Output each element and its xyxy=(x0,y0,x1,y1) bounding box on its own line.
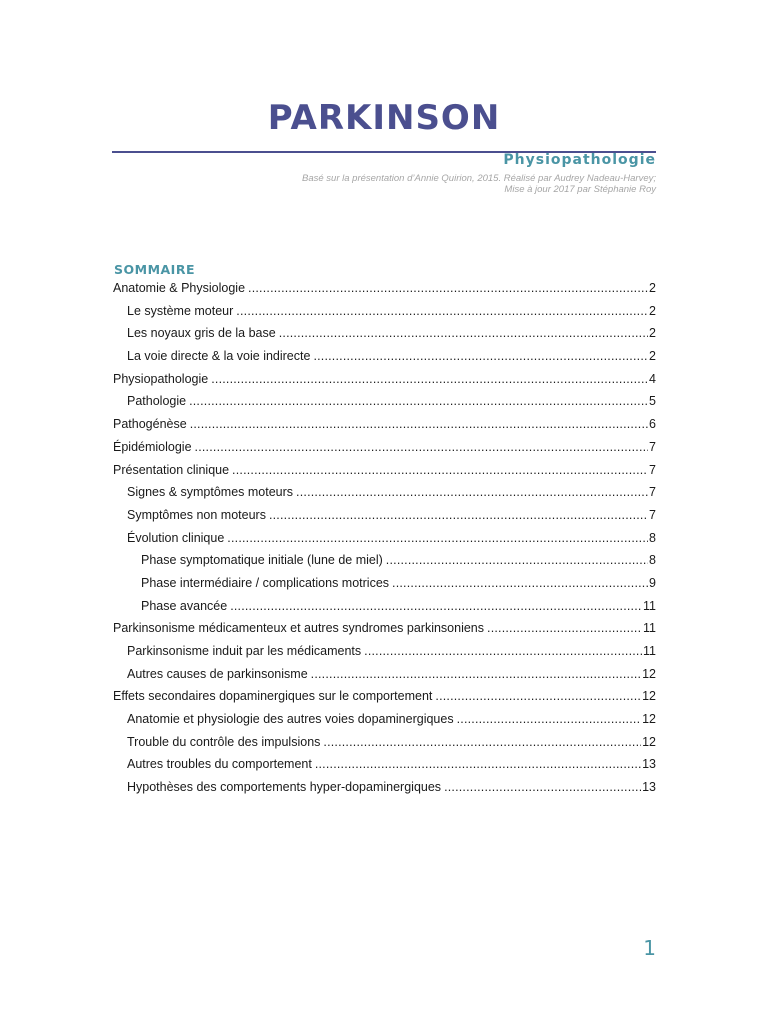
toc-entry-page: 12 xyxy=(642,712,656,727)
toc-entry-label: Symptômes non moteurs xyxy=(127,507,266,522)
toc-leader-dots xyxy=(227,531,648,545)
toc-entry-page: 13 xyxy=(642,757,656,772)
toc-entry-page: 12 xyxy=(642,689,656,704)
toc-leader-dots xyxy=(457,712,642,726)
document-title: PARKINSON xyxy=(267,98,501,138)
toc-entry[interactable] xyxy=(113,599,656,622)
toc-leader-dots xyxy=(435,689,641,703)
toc-entry[interactable] xyxy=(113,531,656,554)
toc-entry-label: Pathologie xyxy=(127,394,187,409)
toc-entry[interactable] xyxy=(113,349,656,372)
table-of-contents xyxy=(113,281,656,803)
page-number: 1 xyxy=(643,936,656,960)
toc-entry[interactable] xyxy=(113,757,656,780)
toc-entry[interactable] xyxy=(113,689,656,712)
toc-entry-page: 11 xyxy=(643,621,656,636)
toc-entry-page: 9 xyxy=(649,575,656,590)
toc-entry[interactable] xyxy=(113,780,656,803)
toc-entry-label: Autres causes de parkinsonisme xyxy=(127,666,308,681)
toc-leader-dots xyxy=(315,757,641,771)
toc-entry-label: Parkinsonisme induit par les médicaments xyxy=(127,644,362,658)
toc-entry-label: Pathogénèse xyxy=(113,417,187,432)
toc-heading: SOMMAIRE xyxy=(114,262,195,277)
toc-entry-label: Anatomie & Physiologie xyxy=(113,281,246,295)
toc-leader-dots xyxy=(386,553,648,567)
toc-entry-label: Effets secondaires dopaminergiques sur le comportement xyxy=(113,689,433,704)
toc-leader-dots xyxy=(313,349,648,363)
toc-entry-page: 2 xyxy=(649,349,656,364)
toc-entry[interactable] xyxy=(113,712,656,735)
credits-line-1: Basé sur la présentation d’Annie Quirion, 2015. Réalisé par Audrey Nadeau-Harvey; xyxy=(302,173,656,184)
toc-entry-page: 7 xyxy=(649,439,656,454)
toc-entry[interactable] xyxy=(113,281,656,304)
toc-entry[interactable] xyxy=(113,440,656,463)
document-subtitle: Physiopathologie xyxy=(503,152,656,168)
toc-leader-dots xyxy=(279,326,648,340)
toc-entry[interactable] xyxy=(113,576,656,599)
credits-line-2: Mise à jour 2017 par Stéphanie Roy xyxy=(504,184,656,195)
toc-entry-page: 13 xyxy=(642,780,656,795)
toc-leader-dots xyxy=(232,463,648,477)
toc-entry-page: 2 xyxy=(649,303,656,318)
toc-entry[interactable] xyxy=(113,508,656,531)
toc-leader-dots xyxy=(248,281,648,295)
toc-entry[interactable] xyxy=(113,394,656,417)
toc-entry-page: 5 xyxy=(649,394,656,409)
toc-entry[interactable] xyxy=(113,304,656,327)
toc-entry[interactable] xyxy=(113,372,656,395)
toc-entry-label: La voie directe & la voie indirecte xyxy=(127,349,311,364)
toc-entry-label: Les noyaux gris de la base xyxy=(127,326,276,341)
toc-entry-label: Signes & symptômes moteurs xyxy=(127,485,294,500)
toc-entry-page: 8 xyxy=(649,530,656,545)
toc-entry-page: 2 xyxy=(649,326,656,341)
toc-leader-dots xyxy=(487,621,642,635)
toc-entry-page: 7 xyxy=(649,507,656,522)
toc-leader-dots xyxy=(195,440,649,454)
toc-leader-dots xyxy=(190,417,648,431)
toc-leader-dots xyxy=(211,372,648,386)
toc-entry-label: Hypothèses des comportements hyper-dopaminergiques xyxy=(127,780,442,795)
toc-entry[interactable] xyxy=(113,667,656,690)
toc-entry-page: 12 xyxy=(642,666,656,681)
toc-entry[interactable] xyxy=(113,417,656,440)
toc-entry-page: 11 xyxy=(643,598,656,613)
toc-entry-page: 7 xyxy=(649,485,656,500)
toc-leader-dots xyxy=(230,599,642,613)
toc-leader-dots xyxy=(323,735,641,749)
toc-leader-dots xyxy=(269,508,648,522)
toc-leader-dots xyxy=(236,304,648,318)
toc-entry-label: Le système moteur xyxy=(127,303,234,318)
toc-leader-dots xyxy=(189,394,648,408)
toc-entry-page: 8 xyxy=(649,553,656,568)
toc-entry-label: Parkinsonisme médicamenteux et autres syndromes parkinsoniens xyxy=(113,621,485,636)
toc-entry-page: 6 xyxy=(649,417,656,432)
toc-entry-label: Phase symptomatique initiale (lune de miel) xyxy=(141,553,383,568)
toc-entry-page: 12 xyxy=(642,734,656,749)
toc-entry-label: Évolution clinique xyxy=(127,530,225,545)
toc-leader-dots xyxy=(392,576,648,590)
toc-entry[interactable] xyxy=(113,644,656,667)
toc-entry[interactable] xyxy=(113,553,656,576)
toc-entry-label: Anatomie et physiologie des autres voies dopaminergiques xyxy=(127,712,454,727)
toc-entry-page: 7 xyxy=(649,462,656,477)
credits xyxy=(236,173,656,195)
toc-entry-label: Trouble du contrôle des impulsions xyxy=(127,734,321,749)
toc-entry[interactable] xyxy=(113,621,656,644)
toc-leader-dots xyxy=(364,644,642,658)
toc-entry-label: Physiopathologie xyxy=(113,371,209,386)
toc-entry[interactable] xyxy=(113,485,656,508)
toc-leader-dots xyxy=(444,780,641,794)
toc-leader-dots xyxy=(311,667,641,681)
toc-entry[interactable] xyxy=(113,735,656,758)
toc-entry-page: 4 xyxy=(649,371,656,386)
toc-entry-label: Épidémiologie xyxy=(113,439,192,454)
toc-entry-label: Autres troubles du comportement xyxy=(127,757,312,772)
toc-entry[interactable] xyxy=(113,463,656,486)
toc-entry[interactable] xyxy=(113,326,656,349)
toc-entry-label: Phase intermédiaire / complications motrices xyxy=(141,575,390,590)
toc-leader-dots xyxy=(296,485,648,499)
toc-entry-label: Présentation clinique xyxy=(113,462,230,477)
toc-entry-label: Phase avancée xyxy=(141,598,228,613)
toc-entry-page: 11 xyxy=(643,644,656,658)
toc-entry-page: 2 xyxy=(649,281,656,295)
